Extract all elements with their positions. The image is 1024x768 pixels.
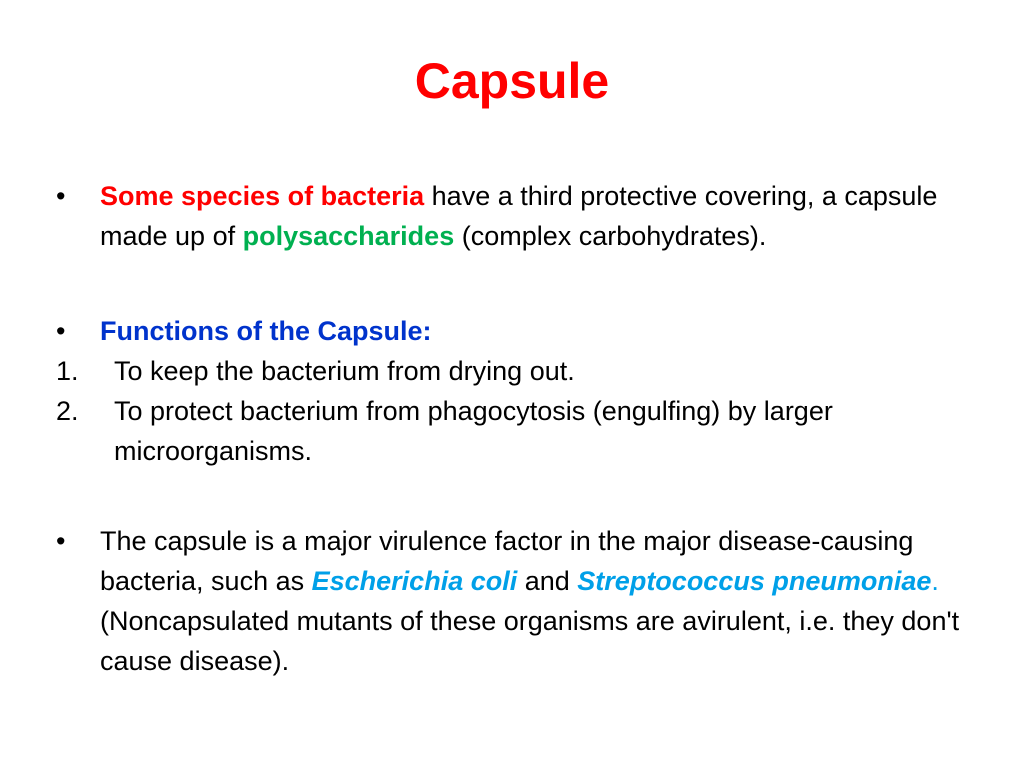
bullet3-text: The capsule is a major virulence factor in the major disease-causing bacteria, such as (100, 526, 914, 596)
spacer (56, 471, 976, 521)
bullet1-text: have a third protective covering, a capsule made up of (100, 181, 938, 251)
numbered-item-1 (56, 351, 976, 391)
bullet1-text-end: (complex carbohydrates). (454, 221, 767, 251)
item-number: 1. (56, 356, 79, 386)
bullet-item-capsule-definition (56, 176, 976, 256)
item-number: 2. (56, 396, 79, 426)
highlight-some-species: Some species of bacteria (100, 181, 425, 211)
numbered-item-text: To protect bacterium from phagocytosis (engulfing) by larger microorganisms. (114, 396, 833, 466)
bullet-icon: • (56, 316, 66, 346)
functions-heading: Functions of the Capsule: (100, 316, 432, 346)
period: . (931, 566, 939, 596)
species-escherichia-coli: Escherichia coli (311, 566, 518, 596)
highlight-polysaccharides: polysaccharides (242, 221, 455, 251)
bullet-icon: • (56, 526, 66, 556)
slide-body (56, 176, 976, 681)
bullet-icon: • (56, 181, 66, 211)
spacer (56, 256, 976, 311)
bullet3-text-end: (Noncapsulated mutants of these organisms are avirulent, i.e. they don't cause disease). (100, 606, 960, 676)
slide-title: Capsule (414, 53, 610, 109)
bullet-item-virulence (56, 521, 976, 681)
numbered-item-2 (56, 391, 976, 471)
numbered-item-text: To keep the bacterium from drying out. (114, 356, 575, 386)
bullet-item-functions-heading (56, 311, 976, 351)
bullet3-text-and: and (517, 566, 578, 596)
species-streptococcus-pneumoniae: Streptococcus pneumoniae (577, 566, 932, 596)
